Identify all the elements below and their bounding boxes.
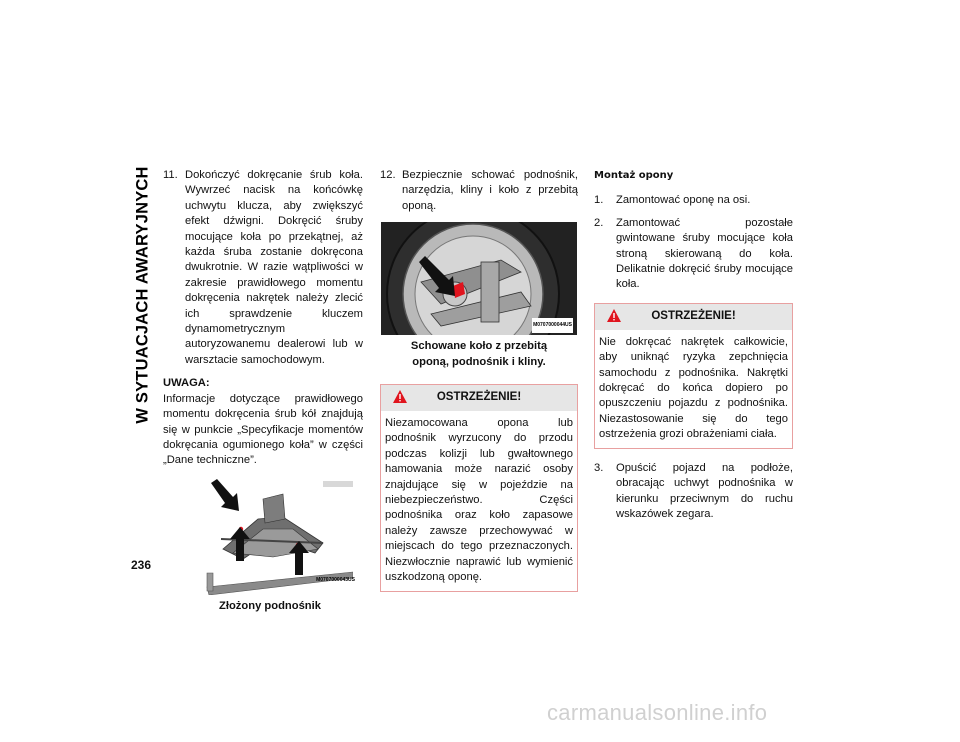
step-1: [594, 193, 793, 208]
step-number: 12.: [380, 169, 396, 181]
chapter-side-tab: [131, 166, 155, 424]
watermark: carmanualsonline.info: [547, 700, 768, 725]
column-1: [163, 168, 363, 614]
warning-header: [595, 304, 792, 330]
chapter-title: W SYTUACJACH AWARYJNYCH: [133, 166, 152, 424]
column-2: [380, 168, 578, 592]
warning-text: Niezamocowana opona lub podnośnik wyrzucony do przodu podczas kolizji lub gwałtownego hamowania może narazić osoby znajdujące się w pojeździe na niebezpieczeństwo. Części podnośnika oraz koło zapasowe należy zawsze przechowywać w miejscach do tego przeznaczonych. Niezwłocznie naprawić lub wymienić uszkodzoną oponę.: [385, 417, 573, 584]
stowed-wheel-figure: [381, 222, 577, 335]
warning-text: Nie dokręcać nakrętek całkowicie, aby uniknąć ryzyka zepchnięcia samochodu z podnośnika. Nakrętki dokręcać do końca dopiero po opuszczeniu pojazdu z podnośnika. Niezastosowanie się do tego ostrzeżenia grozi obrażeniami ciała.: [599, 335, 788, 441]
step-text: Zamontować pozostałe gwintowane śruby mocujące koła stroną skierowaną do koła. Delikatnie dokręcić śruby mocujące koła.: [616, 216, 793, 291]
warning-box: [594, 303, 793, 449]
step-text: Opuścić pojazd na podłoże, obracając uchwyt podnośnika w kierunku przeciwnym do ruchu wskazówek zegara.: [616, 461, 793, 520]
warning-title: OSTRZEŻENIE!: [436, 391, 522, 404]
figure-caption: Schowane koło z przebitą oponą, podnośnik i kliny.: [410, 340, 548, 368]
step-11: [163, 168, 363, 368]
section-heading: Montaż opony: [594, 170, 674, 181]
step-3: [594, 461, 793, 523]
step-12: [380, 168, 578, 214]
step-text: Dokończyć dokręcanie śrub koła. Wywrzeć nacisk na końcówkę uchwytu klucza, aby zwiększyć efekt dźwigni. Dokręcić śruby mocujące koła po przekątnej, aż każda śruba zostanie dokręcona dwukrotnie. W razie wątpliwości w zakresie prawidłowego momentu dokręcenia nakrętek należy zlecić ich sprawdzenie kluczem dynamometrycznym autoryzowanemu dealerowi lub w warsztacie samochodowym.: [185, 169, 363, 366]
note-text: Informacje dotyczące prawidłowego momentu dokręcenia śrub kół znajdują się w punkcie „Specyfikacje momentów dokręcania ogumionego koła” w części „Dane techniczne”.: [163, 392, 363, 467]
page-number: 236: [131, 558, 152, 572]
folded-jack-figure: [203, 479, 353, 595]
step-number: 3.: [594, 461, 604, 474]
step-text: Zamontować oponę na osi.: [616, 194, 751, 207]
note-title: UWAGA:: [163, 377, 210, 390]
warning-box: [380, 384, 578, 591]
figure-code: M0707000043US: [316, 577, 355, 584]
warning-header: [381, 385, 577, 411]
step-2: [594, 216, 793, 293]
figure-caption: Złożony podnośnik: [219, 599, 321, 612]
step-number: 2.: [594, 216, 604, 229]
warning-title: OSTRZEŻENIE!: [651, 309, 736, 322]
column-3: [594, 168, 793, 529]
step-text: Bezpiecznie schować podnośnik, narzędzia, kliny i koło z przebitą oponą.: [402, 169, 578, 212]
step-number: 1.: [594, 194, 604, 207]
figure-code: M0707000044US: [532, 318, 573, 333]
step-number: 11.: [163, 169, 178, 181]
